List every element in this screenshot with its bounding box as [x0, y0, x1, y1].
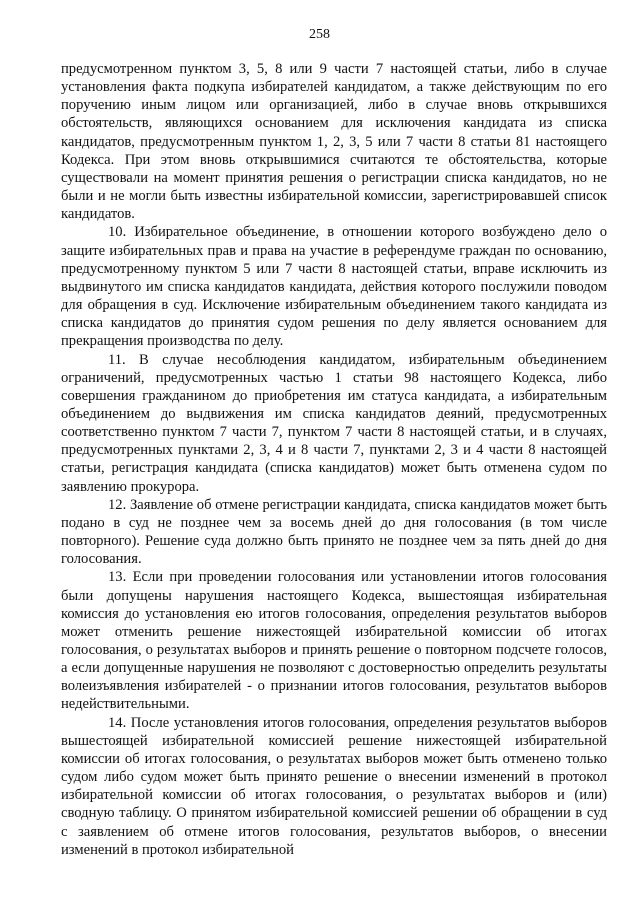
paragraph-item-11: 11. В случае несоблюдения кандидатом, избирательным объединением ограничений, предусмотренных частью 1 статьи 98 настоящего Кодекса, либо совершения гражданином до приобретения им статуса кандидата, а избирательным объединением до выдвижения им списка кандидатов деяний, предусмотренных соответственно пунктом 7 части 7, пунктом 7 части 8 настоящей статьи, и в случаях, предусмотренных пунктами 2, 3, 4 и 8 части 7, пунктами 2, 3 и 4 части 8 настоящей статьи, регистрация кандидата (списка кандидатов) может быть отменена судом по заявлению прокурора. [61, 351, 607, 495]
paragraph-item-12: 12. Заявление об отмене регистрации кандидата, списка кандидатов может быть подано в суд не позднее чем за восемь дней до дня голосования (в том числе повторного). Решение суда должно быть принято не позднее чем за пять дней до дня голосования. [61, 496, 607, 568]
document-body [61, 60, 607, 859]
page-number: 258 [309, 27, 330, 42]
paragraph-continuation: предусмотренном пунктом 3, 5, 8 или 9 части 7 настоящей статьи, либо в случае установления факта подкупа избирателей кандидатом, а также действующим по его поручению иным лицом или организацией, либо в случае вновь открывшихся обстоятельств, являющихся основанием для исключения кандидата из списка кандидатов, предусмотренным пунктом 1, 2, 3, 5 или 7 части 8 статьи 81 настоящего Кодекса. При этом вновь открывшимися считаются те обстоятельства, которые существовали на момент принятия решения о регистрации списка кандидатов, но не были и не могли быть известны избирательной комиссии, зарегистрировавшей список кандидатов. [61, 61, 607, 223]
paragraph-item-13: 13. Если при проведении голосования или установлении итогов голосования были допущены нарушения настоящего Кодекса, вышестоящая избирательная комиссия до установления ею итогов голосования, определения результатов выборов может отменить решение нижестоящей избирательной комиссии об итогах голосования, о результатах выборов и принять решение о повторном подсчете голосов, а если допущенные нарушения не позволяют с достоверностью определить результаты волеизъявления избирателей - о признании итогов голосования, результатов выборов недействительными. [61, 569, 607, 713]
paragraph-item-10: 10. Избирательное объединение, в отношении которого возбуждено дело о защите избирательных прав и права на участие в референдуме граждан по основанию, предусмотренному пунктом 5 или 7 части 8 настоящей статьи, вправе исключить из выдвинутого им списка кандидатов кандидата, действия которого послужили поводом для обращения в суд. Исключение избирательным объединением такого кандидата из списка кандидатов до принятия судом решения по делу является основанием для прекращения производства по делу. [61, 224, 607, 350]
paragraph-item-14: 14. После установления итогов голосования, определения результатов выборов вышестоящей избирательной комиссией решение нижестоящей избирательной комиссии об итогах голосования, о результатах выборов может быть отменено только судом либо судом может быть принято решение о внесении изменений в протокол избирательной комиссии об итогах голосования, о результатах выборов и (или) сводную таблицу. О принятом избирательной комиссией решении об обращении в суд с заявлением об отмене итогов голосования, результатов выборов, о внесении изменений в протокол избирательной [61, 714, 607, 858]
